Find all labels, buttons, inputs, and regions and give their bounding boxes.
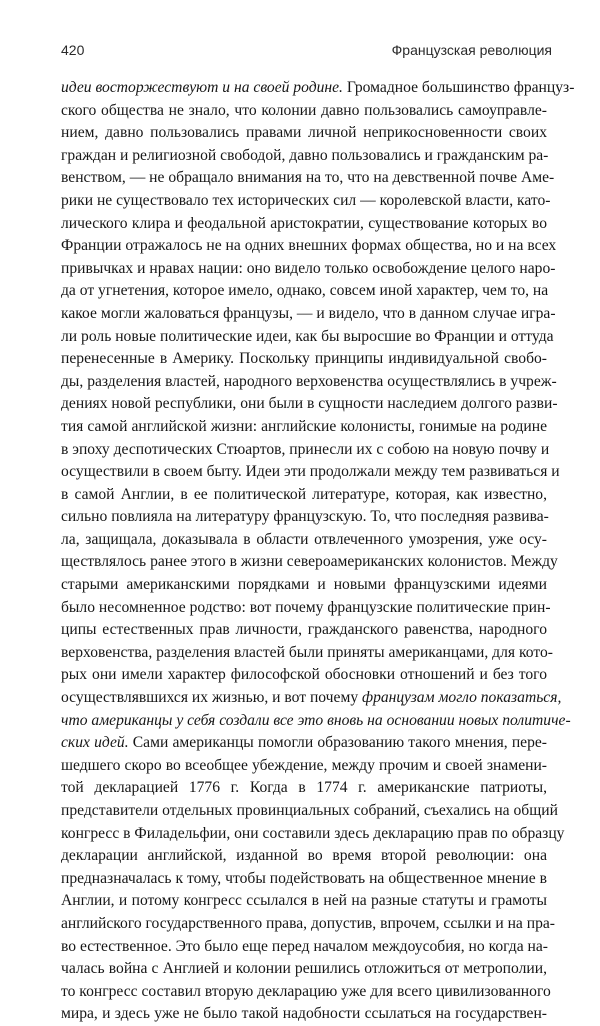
text-span: Сами американцы помогли образованию такого мнения, пере- (128, 734, 547, 752)
text-line: в эпоху деспотических Стюартов, принесли их с собою на новую почву и (61, 440, 550, 458)
text-line: нием, давно пользовались правами личной неприкосновенности своих (61, 124, 547, 142)
text-line: той декларацией 1776 г. Когда в 1774 г. американские патриоты, (61, 779, 547, 797)
text-line: чалась война с Англией и колонии решились отложиться от метрополии, (61, 960, 547, 978)
text-line (61, 77, 575, 100)
text-line: лического клира и феодальной аристократии, существование которых во (61, 214, 547, 232)
text-line: ли роль новые политические идеи, как бы выросшие во Франции и оттуда (61, 327, 554, 345)
text-line (61, 732, 547, 755)
text-line: сильно повлияла на литературу французскую. То, что последняя развива- (61, 508, 549, 526)
text-line: венством, — не обращало внимания на то, что на девственной почве Аме- (61, 169, 555, 187)
text-line: ды, разделения властей, народного верховенства осуществлялись в учреж- (61, 372, 557, 390)
text-line: ципы естественных прав личности, гражданского равенства, народного (61, 621, 547, 639)
text-line: старыми американскими порядками и новыми французскими идеями (61, 576, 547, 594)
text-line: ла, защищала, доказывала в области отвлеченного умозрения, уже осу- (61, 530, 547, 548)
text-line: перенесенные в Америку. Поскольку принципы индивидуальной свобо- (61, 350, 547, 368)
text-line: ского общества не знало, что колонии давно пользовались самоуправле- (61, 101, 547, 119)
page-header (61, 42, 552, 62)
text-line: шедшего скоро во всеобщее убеждение, между прочим и своей знамени- (61, 756, 547, 774)
italic-span: идеи восторжествуют и на своей родине. (61, 79, 343, 96)
text-line: представители отдельных провинциальных собраний, съехались на общий (61, 802, 558, 819)
italic-span: что американцы у себя создали все это вновь на основании новых политиче- (61, 711, 571, 729)
text-line: осуществили в своем быту. Идеи эти продолжали между тем развиваться и (61, 463, 560, 481)
text-line: рых они имели характер философской обосновки отношений и без того (61, 666, 547, 684)
text-line: граждан и религиозной свободой, давно пользовались и гражданским ра- (61, 146, 549, 164)
text-line: ществлялось ранее этого в жизни североамериканских колонистов. Между (61, 553, 558, 571)
text-line: предназначалась к тому, чтобы подействовать на общественное мнение в (61, 869, 547, 887)
text-line: английского государственного права, допустив, впрочем, ссылки и на пра- (61, 914, 556, 932)
text-line: во естественное. Это было еще перед началом междоусобия, но когда на- (61, 937, 548, 955)
text-line: было несомненное родство: вот почему французские политические прин- (61, 598, 551, 616)
text-line: какое могли жаловаться французы, — и видело, что в данном случае игра- (61, 304, 556, 322)
text-line: в самой Англии, в ее политической литературе, которая, как известно, (61, 485, 547, 503)
italic-span: французам могло показаться, (362, 689, 562, 707)
text-line: Англии, и потому конгресс ссылался в ней на разные статуты и грамоты (61, 892, 547, 910)
text-line: то конгресс составил вторую декларацию уже для всего цивилизованного (61, 982, 551, 1000)
text-line (61, 710, 571, 733)
text-span: осуществлявшихся их жизнью, и вот почему (61, 689, 363, 707)
text-line: конгресс в Филадельфии, они составили здесь декларацию прав по образцу (61, 824, 565, 842)
text-span: Громадное большинство француз- (342, 79, 575, 96)
text-line: Франции отражалось не на одних внешних формах общества, но и на всех (61, 237, 557, 255)
italic-span: ских идей. (61, 734, 129, 752)
text-line: да от угнетения, которое имело, однако, совсем иной характер, чем то, на (61, 282, 549, 300)
text-line: декларации английской, изданной во время второй революции: она (61, 847, 547, 865)
text-line (61, 687, 562, 710)
text-line: верховенства, разделения властей были приняты американцами, для кото- (61, 643, 553, 661)
text-line: тия самой английской жизни: английские колонисты, гонимые на родине (61, 417, 547, 435)
text-line: рики не существовало тех исторических сил — королевской власти, като- (61, 191, 551, 209)
page-number: 420 (61, 42, 85, 58)
text-line: дениях новой республики, они были в сущности наследием долгого разви- (61, 395, 558, 413)
body-text (61, 77, 575, 1026)
text-line: привычках и нравах нации: оно видело только освобождение целого наро- (61, 259, 556, 277)
text-line: мира, и здесь уже не было такой надобности ссылаться на государствен- (61, 1005, 547, 1023)
running-title: Французская революция (391, 42, 552, 58)
